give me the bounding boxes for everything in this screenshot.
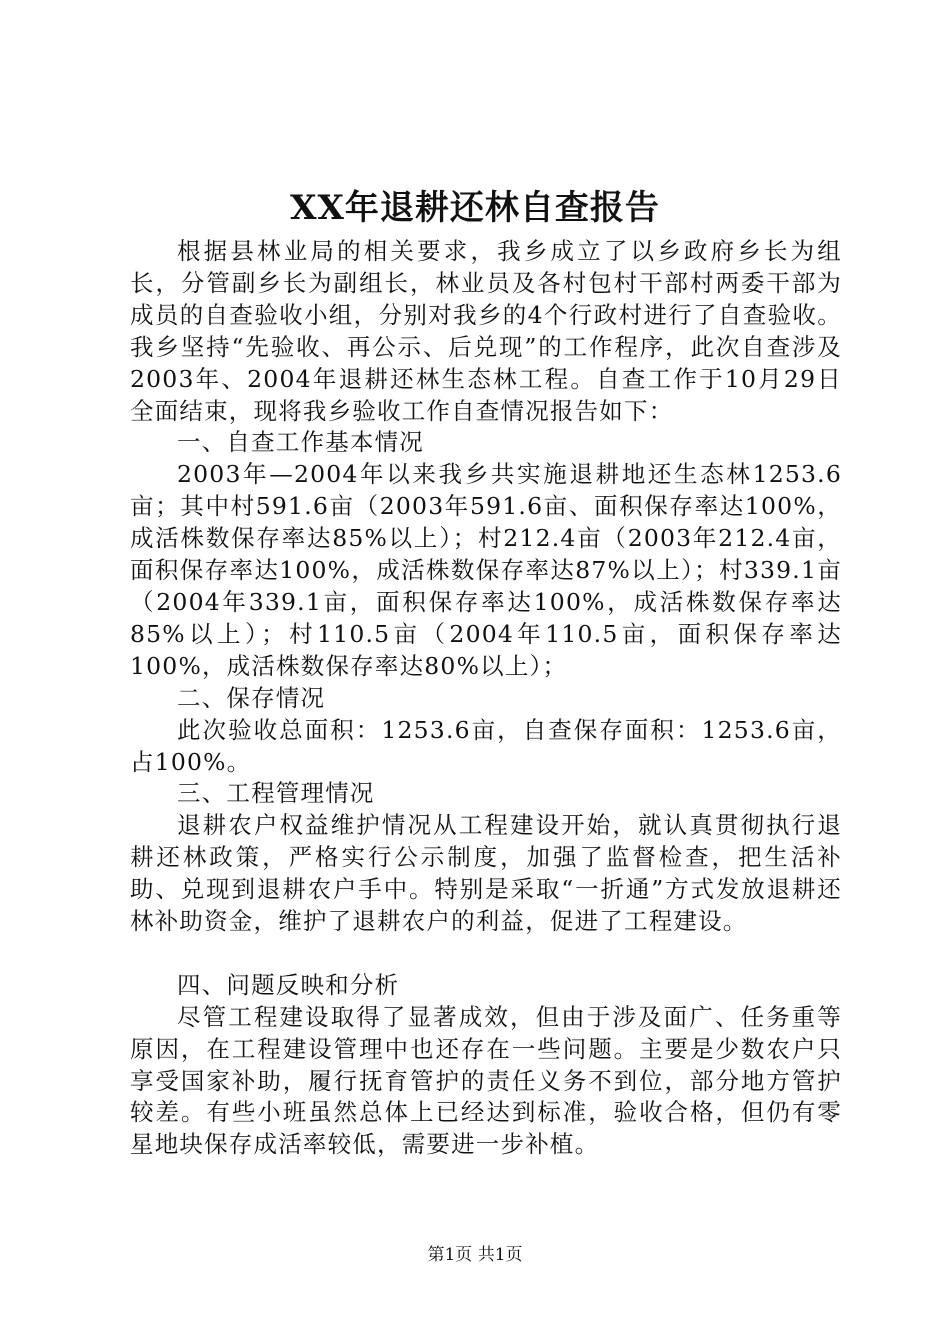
intro-paragraph: 根据县林业局的相关要求，我乡成立了以乡政府乡长为组长，分管副乡长为副组长，林业员及各村包村干部村两委干部为成员的自查验收小组，分别对我乡的4个行政村进行了自查验收。我乡坚持“先验收、再公示、后兑现”的工作程序，此次自查涉及2003年、2004年退耕还林生态林工程。自查工作于10月29日全面结束，现将我乡验收工作自查情况报告如下： <box>130 237 842 425</box>
paragraph-spacer <box>130 938 842 970</box>
section-text-basic: 2003年—2004年以来我乡共实施退耕地还生态林1253.6亩；其中村591.6亩（2003年591.6亩、面积保存率达100%，成活株数保存率达85%以上）；村212.4亩（2003年212.4亩，面积保存率达100%，成活株数保存率达87%以上）；村339.1亩（2004年339.1亩，面积保存率达100%，成活株数保存率达85%以上）；村110.5亩（2004年110.5亩，面积保存率达100%，成活株数保存率达80%以上）； <box>130 460 842 680</box>
page-footer: 第1页 共1页 <box>427 1245 523 1265</box>
section-heading-basic: 一、自查工作基本情况 <box>177 428 424 457</box>
section-text-preservation: 此次验收总面积：1253.6亩，自查保存面积：1253.6亩，占100%。 <box>130 715 842 776</box>
document-body <box>130 236 842 1161</box>
section-heading-preservation: 二、保存情况 <box>177 683 326 712</box>
section-text-problems: 尽管工程建设取得了显著成效，但由于涉及面广、任务重等原因，在工程建设管理中也还存在一些问题。主要是少数农户只享受国家补助，履行抚育管护的责任义务不到位，部分地方管护较差。有些小班虽然总体上已经达到标准，验收合格，但仍有零星地块保存成活率较低，需要进一步补植。 <box>130 1002 842 1159</box>
section-heading-problems: 四、问题反映和分析 <box>177 970 400 999</box>
document-title: XX年退耕还林自查报告 <box>290 188 660 228</box>
section-heading-management: 三、工程管理情况 <box>177 779 375 808</box>
section-text-management: 退耕农户权益维护情况从工程建设开始，就认真贯彻执行退耕还林政策，严格实行公示制度，加强了监督检查，把生活补助、兑现到退耕农户手中。特别是采取“一折通”方式发放退耕还林补助资金，维护了退耕农户的利益，促进了工程建设。 <box>130 811 842 936</box>
